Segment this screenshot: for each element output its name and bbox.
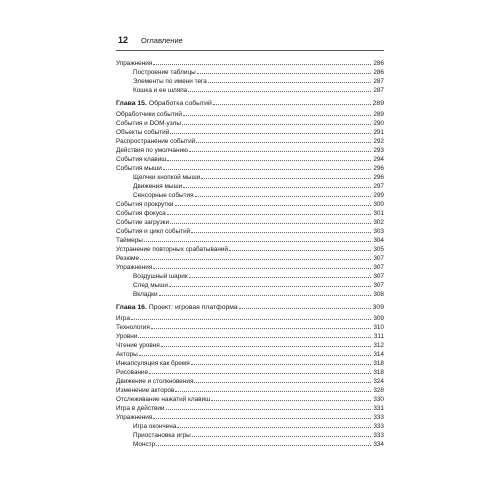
header-title: Оглавление <box>141 36 183 45</box>
dot-leader <box>208 76 371 83</box>
toc-entry <box>116 331 384 340</box>
toc-entry-title: Игра окончена <box>133 423 177 430</box>
toc-entry-page: 300 <box>373 201 384 208</box>
toc-entry-title: Щелчки кнопкой мыши <box>133 174 201 181</box>
toc-entry-page: 333 <box>373 414 384 421</box>
toc-entry-page: 305 <box>373 246 384 253</box>
dot-leader <box>211 394 371 401</box>
dot-leader <box>201 172 371 179</box>
toc-entry <box>116 76 384 85</box>
toc-entry-page: 286 <box>373 60 384 67</box>
toc-entry-title: Элементы по имени тега <box>133 78 207 85</box>
toc-entry <box>116 376 384 385</box>
toc-entry-page: 314 <box>373 351 384 358</box>
toc-entry-title: Упражнения <box>116 414 153 421</box>
toc-entry-title: Акторы <box>116 351 138 358</box>
dot-leader <box>153 262 371 269</box>
toc-entry-title: Упражнения <box>116 264 153 271</box>
toc-entry-title: Приостановка игры <box>133 432 191 439</box>
toc-entry-title: Рисование <box>116 369 149 376</box>
toc-entry <box>116 394 384 403</box>
dot-leader <box>167 208 371 215</box>
toc-entry-title: След мыши <box>133 282 168 289</box>
toc-entry <box>116 421 384 430</box>
toc-entry-page: 309 <box>373 315 384 322</box>
toc-entry <box>116 199 384 208</box>
toc-entry <box>116 412 384 421</box>
toc-entry-page: 303 <box>373 228 384 235</box>
toc-entry-page: 299 <box>373 192 384 199</box>
toc-entry-title: Резюме <box>116 255 139 262</box>
toc-entry <box>116 349 384 358</box>
toc-entry-page: 311 <box>373 333 384 340</box>
toc-entry-title: Изменение акторов <box>116 387 175 394</box>
toc-entry <box>116 190 384 199</box>
toc-entry-page: 309 <box>372 304 384 311</box>
toc-entry <box>116 226 384 235</box>
dot-leader <box>196 136 371 143</box>
toc-entry-page: 297 <box>373 183 384 190</box>
toc-entry-page: 290 <box>373 120 384 127</box>
dot-leader <box>177 421 371 428</box>
toc-entry-page: 328 <box>373 387 384 394</box>
dot-leader <box>189 271 371 278</box>
toc-entry-page: 318 <box>373 360 384 367</box>
toc-entry-title: Вкладки <box>133 291 158 298</box>
toc-entry <box>116 154 384 163</box>
toc-entry-title: Построение таблицы <box>133 69 196 76</box>
toc-entry-title: Движение и столкновения <box>116 378 194 385</box>
toc-entry-title: События клавиш <box>116 156 167 163</box>
toc-entry <box>116 313 384 322</box>
toc-entry <box>116 253 384 262</box>
toc-chapter-entry <box>116 302 384 311</box>
toc-entry-title: Объекты событий <box>116 129 170 136</box>
chapter-label: Глава 16. <box>116 304 147 311</box>
toc-entry <box>116 172 384 181</box>
toc-entry-title: Таймеры <box>116 237 143 244</box>
toc-entry <box>116 289 384 298</box>
toc-entry-title: Проект: игровая платформа <box>148 304 238 311</box>
dot-leader <box>195 190 371 197</box>
toc-entry-title: Упражнения <box>116 60 153 67</box>
toc-entry-title: Устранение повторных срабатываний <box>116 246 228 253</box>
toc-entry-page: 312 <box>373 342 384 349</box>
toc-entry-page: 294 <box>373 156 384 163</box>
toc-entry-page: 324 <box>373 378 384 385</box>
page-number: 12 <box>118 35 129 45</box>
dot-leader <box>144 235 371 242</box>
toc-entry-title: Воздушный шарик <box>133 273 188 280</box>
toc-entry-title: Обработчики событий <box>116 111 182 118</box>
toc-entry <box>116 208 384 217</box>
toc-entry <box>116 367 384 376</box>
toc-entry-title: Движения мыши <box>133 183 183 190</box>
toc-entry <box>116 280 384 289</box>
toc-entry <box>116 244 384 253</box>
toc-entry <box>116 358 384 367</box>
toc-entry-page: 286 <box>373 69 384 76</box>
toc-entry-page: 289 <box>372 100 384 107</box>
dot-leader <box>156 439 371 446</box>
toc-entry-title: События прокрутки <box>116 201 174 208</box>
toc-entry-page: 334 <box>373 441 384 448</box>
toc-entry-title: События мыши <box>116 165 162 172</box>
dot-leader <box>131 313 371 320</box>
toc-entry <box>116 85 384 94</box>
toc-entry-page: 308 <box>373 291 384 298</box>
toc-entry-title: Инкапсуляция как бремя <box>116 360 190 367</box>
toc-entry-page: 293 <box>373 147 384 154</box>
dot-leader <box>167 154 371 161</box>
toc-entry-page: 307 <box>373 273 384 280</box>
dot-leader <box>170 127 371 134</box>
toc-entry-title: Обработка событий <box>148 100 212 107</box>
dot-leader <box>191 226 371 233</box>
dot-leader <box>149 367 371 374</box>
toc-entry <box>116 136 384 145</box>
dot-leader <box>161 340 371 347</box>
toc-entry-title: Игра <box>116 315 131 322</box>
dot-leader <box>191 358 371 365</box>
dot-leader <box>139 349 371 356</box>
dot-leader <box>159 289 371 296</box>
toc-entry-page: 307 <box>373 255 384 262</box>
toc-entry-page: 331 <box>373 405 384 412</box>
toc-entry-page: 307 <box>373 282 384 289</box>
running-header <box>116 34 384 51</box>
toc-entry-page: 330 <box>373 396 384 403</box>
toc-entry <box>116 439 384 448</box>
toc-chapter-entry <box>116 98 384 107</box>
toc-entry-title: Событие загрузки <box>116 219 170 226</box>
dot-leader <box>239 302 371 309</box>
toc-entry <box>116 271 384 280</box>
toc-entry-page: 292 <box>373 138 384 145</box>
toc-entry-title: Технология <box>116 324 150 331</box>
toc-entry-title: События фокуса <box>116 210 166 217</box>
toc-entry-page: 307 <box>373 264 384 271</box>
toc-entry-title: Отслеживание нажатий клавиш <box>116 396 211 403</box>
toc-entry <box>116 58 384 67</box>
toc-entry-page: 333 <box>373 432 384 439</box>
toc-entry-page: 318 <box>373 369 384 376</box>
dot-leader <box>197 67 371 74</box>
toc-entry <box>116 67 384 76</box>
toc-entry-title: Чтение уровня <box>116 342 160 349</box>
chapter-label: Глава 15. <box>116 100 147 107</box>
dot-leader <box>166 403 372 410</box>
toc-entry <box>116 322 384 331</box>
dot-leader <box>138 331 371 338</box>
dot-leader <box>229 244 371 251</box>
dot-leader <box>189 145 371 152</box>
dot-leader <box>175 199 372 206</box>
toc-entry <box>116 403 384 412</box>
dot-leader <box>213 98 371 105</box>
toc-entry <box>116 262 384 271</box>
toc-entry <box>116 235 384 244</box>
toc-entry <box>116 127 384 136</box>
toc-entry-title: События и цикл событий <box>116 228 191 235</box>
toc-entry <box>116 145 384 154</box>
dot-leader <box>169 280 371 287</box>
toc-entry <box>116 181 384 190</box>
toc-entry-title: Действия по умолчанию <box>116 147 188 154</box>
dot-leader <box>170 217 371 224</box>
dot-leader <box>140 253 371 260</box>
toc-entry-page: 289 <box>373 111 384 118</box>
toc-entry <box>116 163 384 172</box>
toc-entry-page: 287 <box>373 87 384 94</box>
dot-leader <box>163 163 371 170</box>
dot-leader <box>183 181 371 188</box>
dot-leader <box>151 322 371 329</box>
dot-leader <box>183 109 371 116</box>
toc-entry <box>116 109 384 118</box>
dot-leader <box>153 58 371 65</box>
toc-entry-page: 301 <box>373 210 384 217</box>
toc-entry <box>116 385 384 394</box>
dot-leader <box>182 118 371 125</box>
toc-entry-page: 296 <box>373 165 384 172</box>
dot-leader <box>194 376 371 383</box>
toc-entry-page: 287 <box>373 78 384 85</box>
toc-entry-page: 310 <box>373 324 384 331</box>
toc-entry-title: Сенсорные события <box>133 192 194 199</box>
toc-entry <box>116 430 384 439</box>
toc-entry-title: Игра в действии <box>116 405 165 412</box>
toc-entry-page: 333 <box>373 423 384 430</box>
toc-entry <box>116 118 384 127</box>
toc-entry-title: События и DOM-узлы <box>116 120 181 127</box>
toc-entry-title: Распространение событий <box>116 138 196 145</box>
toc-entry <box>116 217 384 226</box>
toc-entry-title: Монстр <box>133 441 156 448</box>
toc-entry-page: 296 <box>373 174 384 181</box>
dot-leader <box>175 385 371 392</box>
toc-entry-page: 302 <box>373 219 384 226</box>
toc-entry-title: Кошка и ее шляпа <box>133 87 188 94</box>
dot-leader <box>153 412 371 419</box>
toc-entry-page: 304 <box>373 237 384 244</box>
dot-leader <box>188 85 371 92</box>
toc-entry-page: 291 <box>373 129 384 136</box>
toc-entry <box>116 340 384 349</box>
dot-leader <box>192 430 371 437</box>
toc-entry-title: Уровни <box>116 333 138 340</box>
